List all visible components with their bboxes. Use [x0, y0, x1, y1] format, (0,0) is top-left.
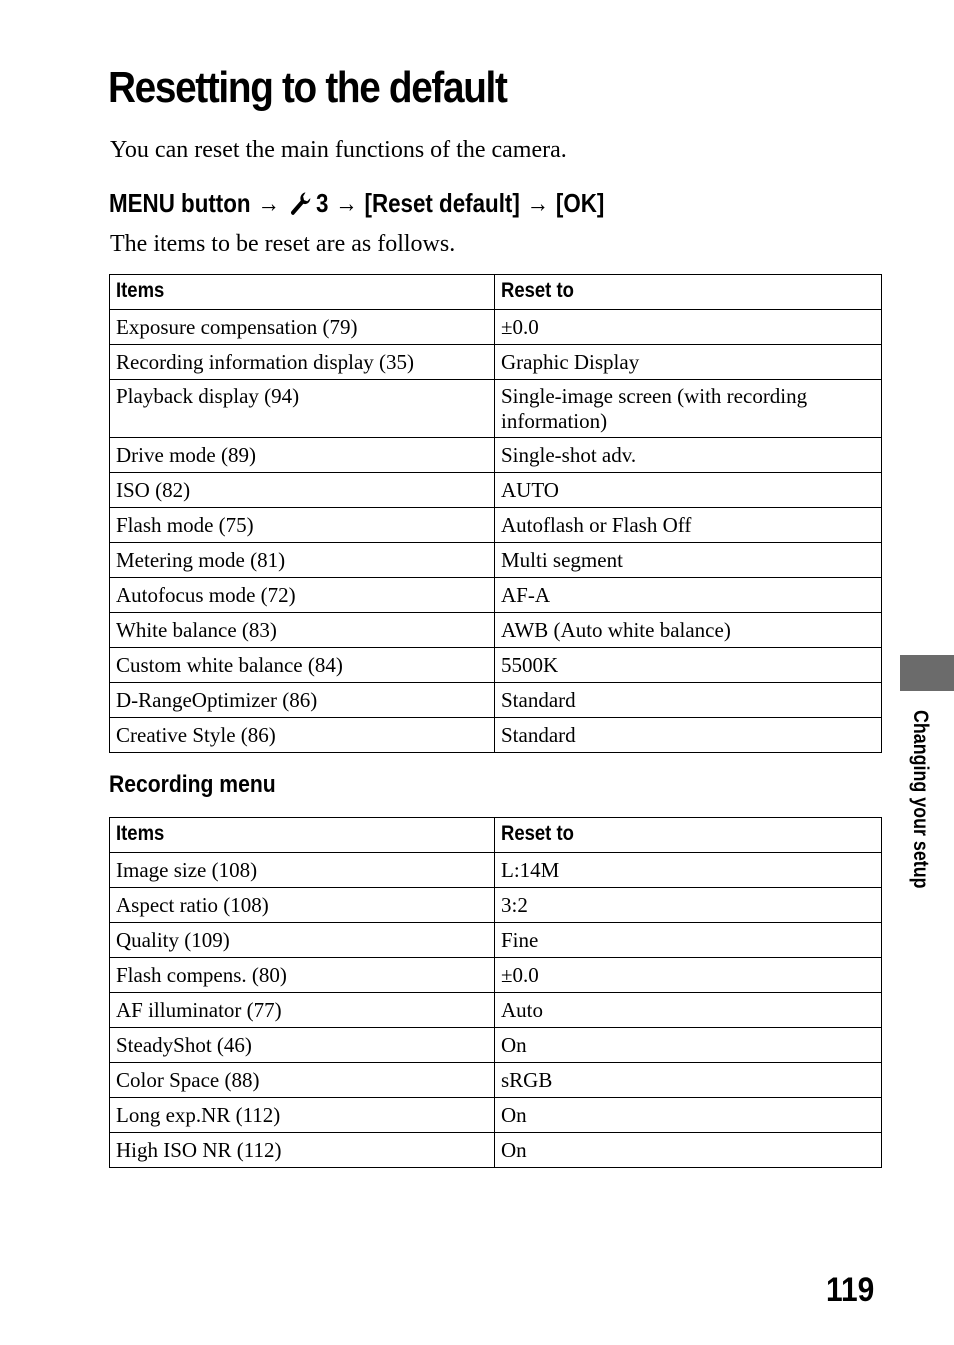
table-row — [110, 683, 882, 718]
item-cell: D-RangeOptimizer (86) — [110, 683, 495, 718]
item-cell: Creative Style (86) — [110, 718, 495, 753]
intro-text: You can reset the main functions of the camera. — [110, 137, 567, 163]
table-row — [110, 543, 882, 578]
reset-value-cell: ±0.0 — [495, 310, 882, 345]
section-tab-marker — [900, 655, 954, 691]
table-row — [110, 508, 882, 543]
recording-menu-heading: Recording menu — [109, 771, 276, 798]
item-cell: Long exp.NR (112) — [110, 1098, 495, 1133]
section-side-label-text: Changing your setup — [909, 710, 932, 889]
item-cell: Flash compens. (80) — [110, 958, 495, 993]
page-number: 119 — [826, 1271, 875, 1309]
item-cell: SteadyShot (46) — [110, 1028, 495, 1063]
table-row — [110, 853, 882, 888]
reset-value-cell: ±0.0 — [495, 958, 882, 993]
item-cell: White balance (83) — [110, 613, 495, 648]
table-row — [110, 1133, 882, 1168]
arrow-icon: → — [335, 188, 358, 218]
reset-value-cell: AWB (Auto white balance) — [495, 613, 882, 648]
column-header-reset-to: Reset to — [495, 275, 882, 310]
item-cell: Quality (109) — [110, 923, 495, 958]
item-cell: Aspect ratio (108) — [110, 888, 495, 923]
reset-value-cell: AF-A — [495, 578, 882, 613]
table-row — [110, 1063, 882, 1098]
table-row — [110, 1098, 882, 1133]
table-row — [110, 578, 882, 613]
page-title: Resetting to the default — [108, 63, 507, 112]
column-header-items: Items — [110, 275, 495, 310]
section-side-label — [910, 710, 930, 930]
reset-value-cell: Standard — [495, 683, 882, 718]
item-cell: Image size (108) — [110, 853, 495, 888]
reset-value-cell: Fine — [495, 923, 882, 958]
item-cell: Metering mode (81) — [110, 543, 495, 578]
table-header-row — [110, 818, 882, 853]
reset-items-table — [109, 274, 882, 753]
reset-value-cell: 5500K — [495, 648, 882, 683]
table-row — [110, 1028, 882, 1063]
item-cell: AF illuminator (77) — [110, 993, 495, 1028]
table-row — [110, 345, 882, 380]
table-row — [110, 613, 882, 648]
ok-label: [OK] — [555, 188, 605, 218]
reset-value-cell: AUTO — [495, 473, 882, 508]
reset-value-cell: Single-image screen (with recording information) — [495, 380, 882, 438]
item-cell: Custom white balance (84) — [110, 648, 495, 683]
table-row — [110, 958, 882, 993]
item-cell: Playback display (94) — [110, 380, 495, 438]
reset-default-label: [Reset default] — [364, 188, 520, 218]
table-row — [110, 718, 882, 753]
reset-value-cell: Multi segment — [495, 543, 882, 578]
table-row — [110, 438, 882, 473]
items-note: The items to be reset are as follows. — [110, 231, 456, 257]
reset-value-cell: 3:2 — [495, 888, 882, 923]
item-cell: Autofocus mode (72) — [110, 578, 495, 613]
menu-button-label: MENU button — [109, 188, 251, 218]
reset-value-cell: On — [495, 1098, 882, 1133]
table-row — [110, 923, 882, 958]
reset-value-cell: Autoflash or Flash Off — [495, 508, 882, 543]
item-cell: Drive mode (89) — [110, 438, 495, 473]
reset-value-cell: Auto — [495, 993, 882, 1028]
item-cell: High ISO NR (112) — [110, 1133, 495, 1168]
item-cell: Flash mode (75) — [110, 508, 495, 543]
table-row — [110, 473, 882, 508]
table-row — [110, 888, 882, 923]
item-cell: Exposure compensation (79) — [110, 310, 495, 345]
item-cell: ISO (82) — [110, 473, 495, 508]
reset-value-cell: L:14M — [495, 853, 882, 888]
table-row — [110, 648, 882, 683]
setup-menu-number: 3 — [315, 188, 329, 218]
table-row — [110, 310, 882, 345]
column-header-reset-to: Reset to — [495, 818, 882, 853]
recording-menu-table — [109, 817, 882, 1168]
reset-value-cell: sRGB — [495, 1063, 882, 1098]
reset-value-cell: On — [495, 1133, 882, 1168]
item-cell: Color Space (88) — [110, 1063, 495, 1098]
table-row — [110, 993, 882, 1028]
reset-value-cell: Standard — [495, 718, 882, 753]
table-row — [110, 380, 882, 438]
arrow-icon: → — [526, 188, 550, 218]
table-header-row — [110, 275, 882, 310]
menu-path-instruction — [109, 186, 604, 220]
reset-value-cell: Single-shot adv. — [495, 438, 882, 473]
wrench-icon — [288, 190, 310, 216]
reset-value-cell: Graphic Display — [495, 345, 882, 380]
column-header-items: Items — [110, 818, 495, 853]
reset-value-cell: On — [495, 1028, 882, 1063]
item-cell: Recording information display (35) — [110, 345, 495, 380]
arrow-icon: → — [257, 188, 280, 218]
